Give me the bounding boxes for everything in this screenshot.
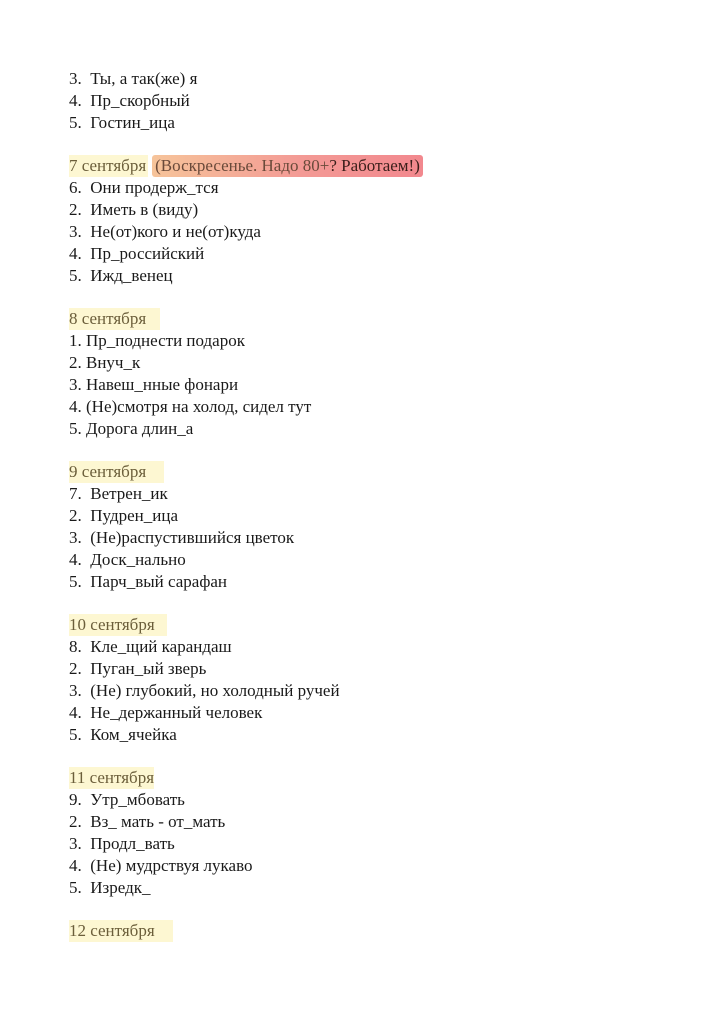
item-number: 2. (69, 659, 82, 678)
item-text: Пр_скорбный (90, 91, 190, 110)
item-number: 2. (69, 812, 82, 831)
list-item (69, 352, 689, 374)
list-item (69, 90, 689, 112)
item-number: 5. (69, 572, 82, 591)
item-number: 6. (69, 178, 82, 197)
section-heading (69, 308, 689, 330)
item-text: Парч_вый сарафан (90, 572, 227, 591)
item-number: 9. (69, 790, 82, 809)
section-sept-12 (69, 920, 689, 942)
list-item (69, 702, 689, 724)
section-heading (69, 461, 689, 483)
item-number: 4. (69, 550, 82, 569)
document-page (69, 68, 689, 942)
list-item (69, 505, 689, 527)
item-text: (Не)распустившийся цветок (90, 528, 295, 547)
item-number: 7. (69, 484, 82, 503)
item-text: Пудрен_ица (90, 506, 178, 525)
item-text: Кле_щий карандаш (90, 637, 232, 656)
list-item (69, 658, 689, 680)
item-number: 3. (69, 375, 82, 394)
item-text: Ком_ячейка (90, 725, 177, 744)
item-text: Ветрен_ик (90, 484, 168, 503)
item-number: 3. (69, 528, 82, 547)
list-item (69, 571, 689, 593)
date-label: 12 сентября (69, 920, 173, 942)
list-item (69, 527, 689, 549)
list-item (69, 855, 689, 877)
item-text: Утр_мбовать (90, 790, 185, 809)
item-text: Вз_ мать - от_мать (90, 812, 226, 831)
note-text: (Воскресенье. Надо 80+ (155, 156, 330, 175)
date-label: 10 сентября (69, 614, 167, 636)
item-text: Продл_вать (90, 834, 175, 853)
list-item (69, 418, 689, 440)
item-number: 2. (69, 353, 82, 372)
section-heading (69, 155, 689, 177)
item-number: 4. (69, 856, 82, 875)
list-item (69, 265, 689, 287)
item-text: Иметь в (виду) (90, 200, 199, 219)
item-number: 3. (69, 222, 82, 241)
list-item (69, 877, 689, 899)
item-number: 1. (69, 331, 82, 350)
item-text: Ижд_венец (90, 266, 173, 285)
date-label: 11 сентября (69, 768, 155, 787)
item-number: 5. (69, 266, 82, 285)
item-text: Гостин_ица (90, 113, 175, 132)
date-label: 9 сентября (69, 461, 164, 483)
item-number: 5. (69, 419, 82, 438)
list-item (69, 177, 689, 199)
list-item (69, 221, 689, 243)
section-sept-8 (69, 308, 689, 440)
item-text: (Не)смотря на холод, сидел тут (86, 397, 312, 416)
item-number: 2. (69, 506, 82, 525)
section-sept-10 (69, 614, 689, 746)
section-sept-9 (69, 461, 689, 593)
item-text: Ты, а так(же) я (90, 69, 198, 88)
item-text: (Не) глубокий, но холодный ручей (90, 681, 340, 700)
list-item (69, 680, 689, 702)
item-number: 5. (69, 725, 82, 744)
note-text-emphasis: ? Работаем!) (329, 156, 420, 175)
list-item (69, 199, 689, 221)
item-number: 2. (69, 200, 82, 219)
date-label: 8 сентября (69, 308, 160, 330)
section-heading (69, 767, 689, 789)
item-number: 5. (69, 113, 82, 132)
list-item (69, 789, 689, 811)
item-number: 3. (69, 681, 82, 700)
item-text: Доск_нально (90, 550, 186, 569)
item-text: Не(от)кого и не(от)куда (90, 222, 261, 241)
item-text: Изредк_ (90, 878, 151, 897)
item-text: Не_держанный человек (90, 703, 263, 722)
highlighted-note (152, 155, 423, 177)
list-item (69, 374, 689, 396)
item-number: 3. (69, 834, 82, 853)
item-text: Внуч_к (86, 353, 141, 372)
section-heading (69, 614, 689, 636)
item-text: Пуган_ый зверь (90, 659, 207, 678)
item-number: 3. (69, 69, 82, 88)
section-sept-7 (69, 155, 689, 287)
item-text: Пр_российский (90, 244, 205, 263)
item-text: Они продерж_тся (90, 178, 219, 197)
list-item (69, 483, 689, 505)
list-item (69, 112, 689, 134)
item-text: Пр_поднести подарок (86, 331, 245, 350)
list-item (69, 724, 689, 746)
list-item (69, 549, 689, 571)
list-item (69, 811, 689, 833)
date-label: 7 сентября (69, 156, 147, 175)
item-number: 5. (69, 878, 82, 897)
list-item (69, 68, 689, 90)
list-item (69, 833, 689, 855)
list-item (69, 396, 689, 418)
item-number: 4. (69, 91, 82, 110)
item-number: 4. (69, 244, 82, 263)
list-item (69, 243, 689, 265)
item-number: 4. (69, 397, 82, 416)
section-sept-11 (69, 767, 689, 899)
item-text: (Не) мудрствуя лукаво (90, 856, 253, 875)
item-text: Дорога длин_а (86, 419, 194, 438)
list-item (69, 636, 689, 658)
item-number: 4. (69, 703, 82, 722)
intro-list (69, 68, 689, 134)
list-item (69, 330, 689, 352)
section-heading (69, 920, 689, 942)
item-number: 8. (69, 637, 82, 656)
item-text: Навеш_нные фонари (86, 375, 239, 394)
